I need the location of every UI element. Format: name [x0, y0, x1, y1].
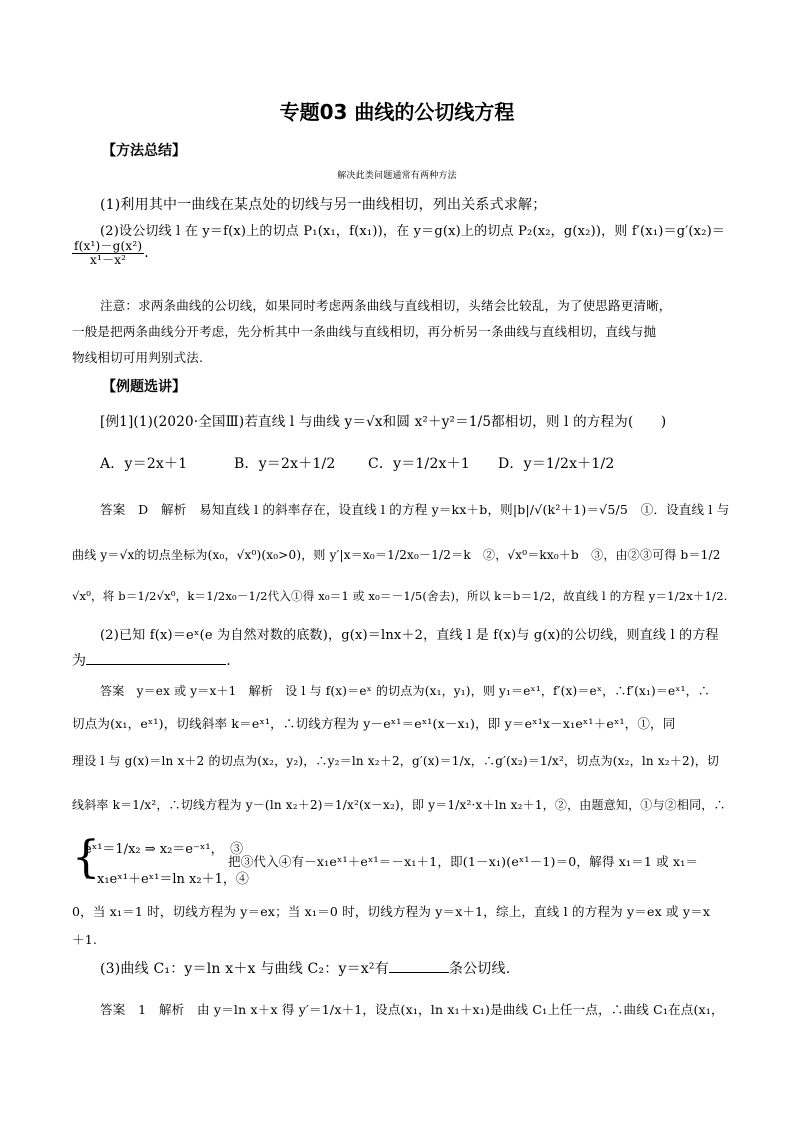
- example-2-answer-line-3: 理设 l 与 g(x)＝ln x＋2 的切点为(x₂，y₂)，∴y₂＝ln x₂＋2，g′(x)＝1/x，∴g′(x₂)＝1/x²，切点为(x₂，ln x₂＋2)，切: [72, 754, 720, 768]
- option-a: A．y＝2x＋1: [100, 456, 188, 472]
- method-intro: 解决此类问题通常有两种方法: [337, 171, 457, 181]
- example-1-answer-line-3: √x⁰，将 b＝1/2√x⁰，k＝1/2x₀－1/2代入①得 x₀＝1 或 x₀＝－1/5(舍去)，所以 k＝b＝1/2，故直线 l 的方程 y＝1/2x＋1/2.: [72, 589, 728, 603]
- option-c: C．y＝1/2x＋1: [368, 456, 470, 472]
- example-2-question-line-1: (2)已知 f(x)＝eˣ(e 为自然对数的底数)，g(x)＝lnx＋2，直线 l 是 f(x)与 g(x)的公切线，则直线 l 的方程: [100, 628, 719, 643]
- example-2-answer-line-1: 答案 y＝ex 或 y＝x＋1 解析 设 l 与 f(x)＝eˣ 的切点为(x₁，y₁)，则 y₁＝eˣ¹，f′(x)＝eˣ，∴f′(x₁)＝eˣ¹，∴: [100, 684, 711, 698]
- fraction: $\frac{\text{f(x¹)－g(x²)}}{\text{x¹－x²}}$: [74, 239, 143, 267]
- page-title: 专题03 曲线的公切线方程: [279, 100, 515, 124]
- example-2-answer-line-2: 切点为(x₁，eˣ¹)，切线斜率 k＝eˣ¹，∴切线方程为 y－eˣ¹＝eˣ¹(x－x₁)，即 y＝eˣ¹x－x₁eˣ¹＋eˣ¹，①，同: [72, 716, 676, 731]
- equation-system-line-1: eˣ¹＝1/x₂ ⇒ x₂＝e⁻ˣ¹， ③: [84, 842, 244, 857]
- answer-blank: [389, 958, 449, 973]
- example-1-answer-line-1: 答案 D 解析 易知直线 l 的斜率存在，设直线 l 的方程 y＝kx＋b，则|b|/√(k²＋1)＝√5/5 ①．设直线 l 与: [100, 502, 730, 517]
- example-2-answer-line-7: ＋1.: [72, 932, 98, 947]
- example-2-question-line-2: 为 .: [72, 650, 231, 670]
- method-note-line-2: 一般是把两条曲线分开考虑，先分析其中一条曲线与直线相切，再分析另一条曲线与直线相切，直线与抛: [72, 324, 657, 339]
- example-1-question: [例1](1)(2020·全国Ⅲ)若直线 l 与曲线 y＝√x和圆 x²＋y²＝1/5都相切，则 l 的方程为( ): [100, 414, 667, 430]
- example-3-question: (3)曲线 C₁：y＝ln x＋x 与曲线 C₂：y＝x²有 条公切线.: [100, 958, 510, 978]
- option-d: D．y＝1/2x＋1/2: [498, 456, 615, 472]
- method-point-1: (1)利用其中一曲线在某点处的切线与另一曲线相切，列出关系式求解；: [100, 197, 547, 213]
- method-point-2: (2)设公切线 l 在 y＝f(x)上的切点 P₁(x₁，f(x₁))，在 y＝g(x)上的切点 P₂(x₂，g(x₂))，则 f′(x₁)＝g′(x₂)＝: [100, 224, 726, 239]
- method-note-line-1: 注意：求两条曲线的公切线，如果同时考虑两条曲线与直线相切，头绪会比较乱，为了使思路更清晰，: [100, 298, 672, 313]
- example-2-answer-line-6: 0，当 x₁＝1 时，切线方程为 y＝ex；当 x₁＝0 时，切线方程为 y＝x＋1，综上，直线 l 的方程为 y＝ex 或 y＝x: [72, 904, 711, 919]
- example-1-answer-line-2: 曲线 y＝√x的切点坐标为(x₀，√x⁰)(x₀>0)，则 y′|x＝x₀＝1/2x₀－1/2＝k ②，√x⁰＝kx₀＋b ③，由②③可得 b＝1/2: [72, 548, 721, 562]
- section-heading-method: 【方法总结】: [102, 143, 186, 159]
- section-heading-examples: 【例题选讲】: [102, 379, 186, 395]
- method-point-2-fraction: $\frac{\text{f(x¹)－g(x²)}}{\text{x¹－x²}}$ .: [74, 239, 149, 267]
- method-note-line-3: 物线相切可用判别式法.: [72, 350, 204, 365]
- option-b: B．y＝2x＋1/2: [234, 456, 336, 472]
- equation-system-line-2: －x₁eˣ¹＋eˣ¹＝ln x₂＋1，④: [84, 872, 249, 887]
- answer-blank: [86, 650, 226, 665]
- example-2-answer-line-5: 把③代入④有－x₁eˣ¹＋eˣ¹＝－x₁＋1，即(1－x₁)(eˣ¹－1)＝0，解得 x₁＝1 或 x₁＝: [228, 854, 699, 869]
- equation-system-brace: {: [72, 832, 100, 883]
- example-3-answer-line-1: 答案 1 解析 由 y＝ln x＋x 得 y′＝1/x＋1，设点(x₁，ln x₁＋x₁)是曲线 C₁上任一点，∴曲线 C₁在点(x₁，: [100, 1002, 724, 1017]
- example-2-answer-line-4: 线斜率 k＝1/x²，∴切线方程为 y－(ln x₂＋2)＝1/x²(x－x₂)，即 y＝1/x²·x＋ln x₂＋1，②，由题意知，①与②相同，∴: [72, 798, 726, 812]
